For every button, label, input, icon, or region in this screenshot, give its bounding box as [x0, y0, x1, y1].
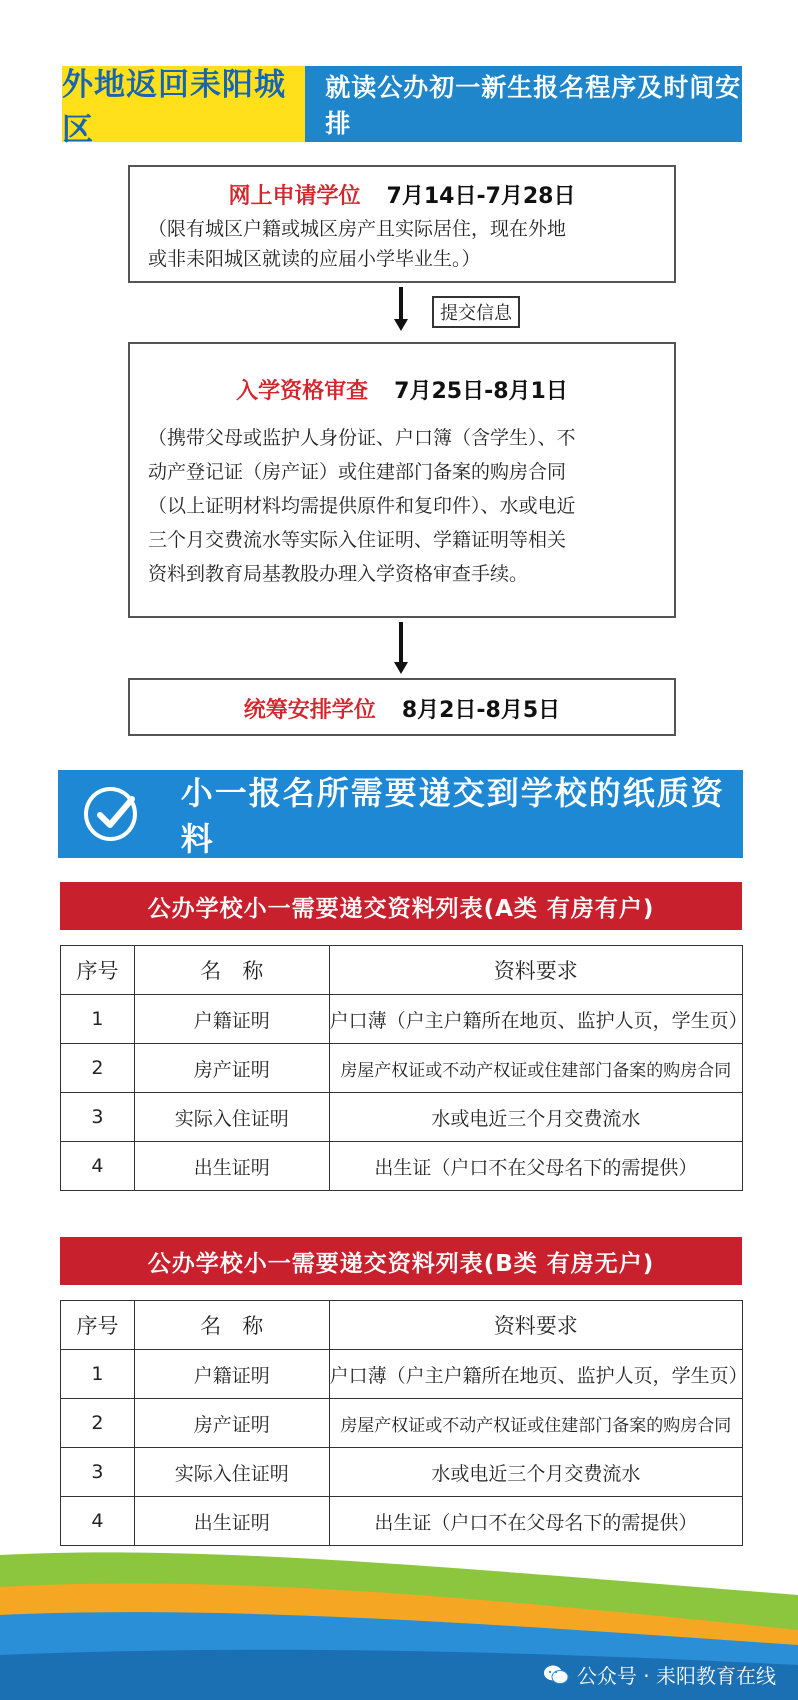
section-title: 小一报名所需要递交到学校的纸质资料 [180, 774, 725, 858]
step-date: 7月14日-7月28日 [386, 184, 576, 209]
step-heading [130, 374, 674, 405]
step-description [130, 214, 674, 274]
table-cell: 4 [61, 1142, 135, 1191]
footer-brand-text: 公众号 · 耒阳教育在线 [576, 1664, 776, 1688]
step-title: 统筹安排学位 [243, 698, 376, 723]
flow-step-online-application [128, 165, 676, 283]
step-description-line: （以上证明材料均需提供原件和复印件）、水或电近 [148, 495, 576, 517]
table-cell: 实际入住证明 [134, 1448, 329, 1497]
table-row [61, 995, 743, 1044]
table-row [61, 1044, 743, 1093]
step-heading [130, 179, 674, 210]
table-cell: 房屋产权证或不动产权证或住建部门备案的购房合同 [329, 1399, 742, 1448]
table-cell: 水或电近三个月交费流水 [329, 1093, 742, 1142]
column-header: 名 称 [134, 1301, 329, 1350]
table-b-caption: 公办学校小一需要递交资料列表(B类 有房无户) [60, 1237, 742, 1285]
table-cell: 房屋产权证或不动产权证或住建部门备案的购房合同 [329, 1044, 742, 1093]
column-header: 序号 [61, 946, 135, 995]
table-cell: 3 [61, 1093, 135, 1142]
table-b [60, 1300, 748, 1546]
table-cell: 户籍证明 [134, 995, 329, 1044]
table-cell: 3 [61, 1448, 135, 1497]
table-row [61, 1497, 743, 1546]
table-cell: 1 [61, 995, 135, 1044]
table-cell: 房产证明 [134, 1044, 329, 1093]
flow-step-eligibility-review [128, 342, 676, 618]
table-a-caption: 公办学校小一需要递交资料列表(A类 有房有户) [60, 882, 742, 930]
table-cell: 出生证明 [134, 1142, 329, 1191]
table-cell: 户籍证明 [134, 1350, 329, 1399]
checkmark-icon [84, 787, 137, 841]
table-cell: 1 [61, 1350, 135, 1399]
table-cell: 出生证明 [134, 1497, 329, 1546]
footer-brand [543, 1660, 776, 1689]
step-description-line: 资料到教育局基教股办理入学资格审查手续。 [148, 563, 529, 585]
column-header: 名 称 [134, 946, 329, 995]
step-description-line: （携带父母或监护人身份证、户口簿（含学生）、不 [148, 427, 576, 449]
table-cell: 户口薄（户主户籍所在地页、监护人页，学生页） [329, 995, 742, 1044]
table-row [61, 1142, 743, 1191]
wechat-icon [543, 1664, 569, 1686]
step-description [130, 421, 674, 591]
step-description-line: （限有城区户籍或城区房产且实际居住，现在外地 [148, 218, 567, 240]
down-arrow-icon [397, 287, 405, 331]
header-title: 就读公办初一新生报名程序及时间安排 [325, 73, 742, 138]
table-cell: 实际入住证明 [134, 1093, 329, 1142]
step-title: 入学资格审查 [236, 379, 369, 404]
table-a [60, 945, 748, 1191]
down-arrow-icon [397, 622, 405, 674]
section-banner [58, 770, 743, 858]
step-description-line: 三个月交费流水等实际入住证明、学籍证明等相关 [148, 529, 567, 551]
step-date: 7月25日-8月1日 [394, 379, 568, 404]
flow-step-seat-allocation [128, 678, 676, 736]
step-description-line: 或非耒阳城区就读的应届小学毕业生。） [148, 248, 481, 270]
submit-info-label: 提交信息 [432, 296, 520, 328]
table-cell: 4 [61, 1497, 135, 1546]
table-cell: 2 [61, 1044, 135, 1093]
table-cell: 户口薄（户主户籍所在地页、监护人页，学生页） [329, 1350, 742, 1399]
step-date: 8月2日-8月5日 [401, 698, 561, 723]
table-cell: 出生证（户口不在父母名下的需提供） [329, 1142, 742, 1191]
header-title-highlight: 外地返回耒阳城区 [62, 66, 305, 142]
table-row [61, 1399, 743, 1448]
table-header-row [61, 946, 743, 995]
header-banner [62, 66, 742, 148]
column-header: 资料要求 [329, 946, 742, 995]
table-cell: 房产证明 [134, 1399, 329, 1448]
column-header: 资料要求 [329, 1301, 742, 1350]
table-cell: 2 [61, 1399, 135, 1448]
step-description-line: 动产登记证（房产证）或住建部门备案的购房合同 [148, 461, 567, 483]
table-row [61, 1448, 743, 1497]
step-heading [130, 693, 674, 724]
table-row [61, 1350, 743, 1399]
table-header-row [61, 1301, 743, 1350]
table-row [61, 1093, 743, 1142]
table-cell: 水或电近三个月交费流水 [329, 1448, 742, 1497]
table-cell: 出生证（户口不在父母名下的需提供） [329, 1497, 742, 1546]
step-title: 网上申请学位 [228, 184, 361, 209]
column-header: 序号 [61, 1301, 135, 1350]
